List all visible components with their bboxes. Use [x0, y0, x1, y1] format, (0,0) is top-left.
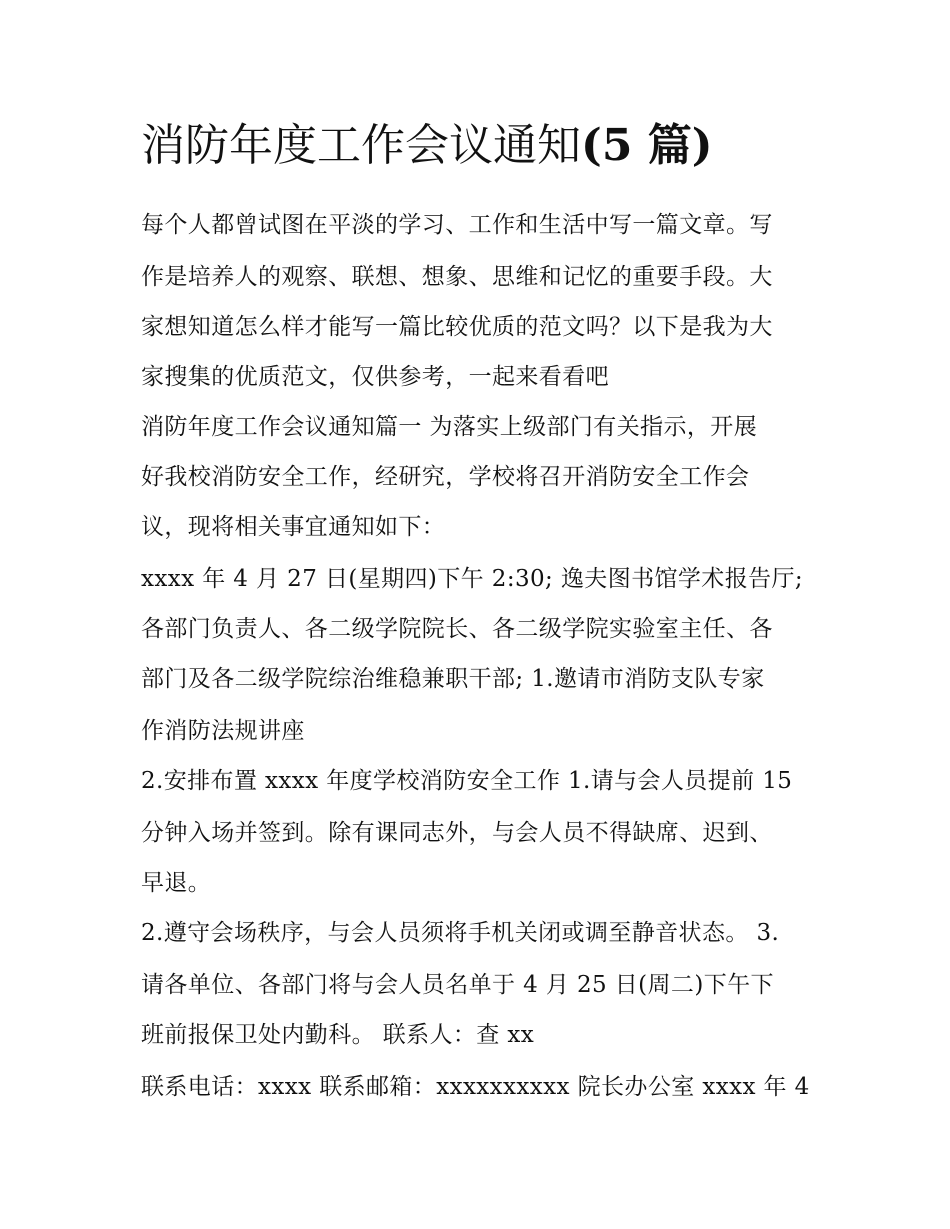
paragraph-line: 2.遵守会场秩序，与会人员须将手机关闭或调至静音状态。 3. — [141, 920, 780, 946]
paragraph-line: 议，现将相关事宜通知如下： — [141, 514, 446, 540]
paragraph-line: 部门及各二级学院综治维稳兼职干部; 1.邀请市消防支队专家 — [141, 666, 765, 692]
page-title — [141, 110, 841, 182]
title-main: 消防年度工作会议通知 — [141, 120, 581, 171]
paragraph-line: 作是培养人的观察、联想、想象、思维和记忆的重要手段。大 — [141, 264, 773, 290]
paragraph-line: 2.安排布置 xxxx 年度学校消防安全工作 1.请与会人员提前 15 — [141, 768, 793, 794]
title-suffix: (5 篇) — [581, 120, 713, 171]
paragraph-line: 好我校消防安全工作，经研究，学校将召开消防安全工作会 — [141, 464, 750, 490]
paragraph-line: 消防年度工作会议通知篇一 为落实上级部门有关指示，开展 — [141, 414, 758, 440]
paragraph-line: 每个人都曾试图在平淡的学习、工作和生活中写一篇文章。写 — [141, 212, 773, 238]
paragraph-line: 早退。 — [141, 870, 212, 896]
paragraph-line: 家搜集的优质范文，仅供参考，一起来看看吧 — [141, 364, 609, 390]
paragraph-line: 分钟入场并签到。除有课同志外，与会人员不得缺席、迟到、 — [141, 820, 773, 846]
paragraph-line: 联系电话：xxxx 联系邮箱：xxxxxxxxxx 院长办公室 xxxx 年 4 — [141, 1074, 810, 1100]
paragraph-line: 各部门负责人、各二级学院院长、各二级学院实验室主任、各 — [141, 616, 773, 642]
paragraph-line: xxxx 年 4 月 27 日(星期四)下午 2:30; 逸夫图书馆学术报告厅; — [141, 566, 804, 592]
paragraph-line: 家想知道怎么样才能写一篇比较优质的范文吗？以下是我为大 — [141, 314, 773, 340]
paragraph-line: 班前报保卫处内勤科。 联系人：查 xx — [141, 1022, 535, 1048]
paragraph-line: 请各单位、各部门将与会人员名单于 4 月 25 日(周二)下午下 — [141, 972, 774, 998]
paragraph-line: 作消防法规讲座 — [141, 718, 305, 744]
